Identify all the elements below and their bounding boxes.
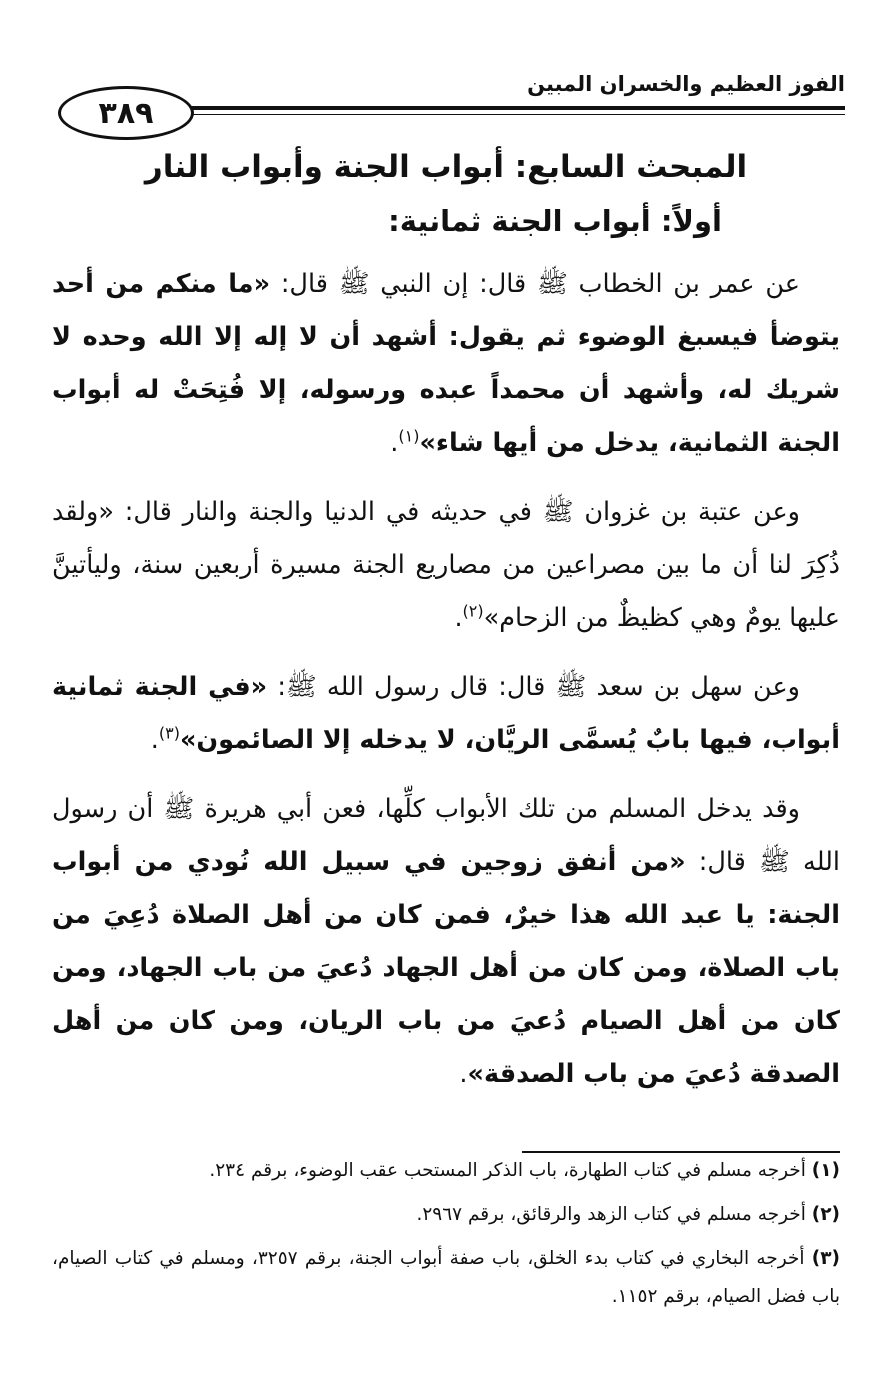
footnote-ref[interactable]: (٢) (462, 601, 484, 621)
paragraph-4 (52, 783, 840, 1101)
paragraph-tail: . (454, 603, 463, 633)
footnote-text: أخرجه البخاري في كتاب بدء الخلق، باب صفة أبواب الجنة، برقم ٣٢٥٧، ومسلم في كتاب الصيام، باب فضل الصيام، برقم ١١٥٢. (52, 1248, 840, 1307)
paragraph-tail: . (390, 428, 399, 458)
hadith-quote: «ولقد ذُكِرَ لنا أن ما بين مصراعين من مصاريع الجنة مسيرة أربعين سنة، وليأتينَّ عليها يومٌ وهي كظيظٌ من الزحام» (52, 497, 840, 633)
hadith-quote: «ما منكم من أحد يتوضأ فيسبغ الوضوء ثم يقول: أشهد أن لا إله إلا الله وحده لا شريك له، وأشهد أن محمداً عبده ورسوله، إلا فُتِحَتْ له أبواب الجنة الثمانية، يدخل من أيها شاء» (52, 269, 840, 458)
main-text (52, 140, 840, 1117)
paragraph-3 (52, 661, 840, 767)
footnote-number: (١) (811, 1160, 840, 1181)
running-header (40, 72, 845, 142)
paragraph-1 (52, 258, 840, 470)
footnote-1 (52, 1152, 840, 1190)
hadith-quote: «من أنفق زوجين في سبيل الله نُودي من أبواب الجنة: يا عبد الله هذا خيرٌ، فمن كان من أهل الصلاة دُعِيَ من باب الصلاة، ومن كان من أهل الجهاد دُعيَ من باب الجهاد، ومن كان من أهل الصيام دُعيَ من باب الريان، ومن كان من أهل الصدقة دُعيَ من باب الصدقة» (52, 847, 840, 1089)
paragraph-tail: . (459, 1059, 468, 1089)
footnote-ref[interactable]: (١) (398, 426, 420, 446)
header-rule-thick (180, 106, 845, 110)
footnote-number: (٣) (811, 1248, 840, 1269)
paragraph-lead: وقد يدخل المسلم من تلك الأبواب كلِّها، فعن أبي هريرة ﷺ أن رسول الله ﷺ قال: (52, 794, 840, 877)
page-number: ٣٨٩ (58, 86, 194, 140)
paragraph-lead: وعن سهل بن سعد ﷺ قال: قال رسول الله ﷺ: (267, 672, 800, 702)
footnote-ref[interactable]: (٣) (158, 723, 180, 743)
footnotes (52, 1152, 840, 1322)
section-title: المبحث السابع: أبواب الجنة وأبواب النار (144, 149, 748, 185)
header-rule-thin (180, 114, 845, 115)
paragraph-lead: وعن عتبة بن غزوان ﷺ في حديثه في الدنيا والجنة والنار قال: (113, 497, 800, 527)
paragraph-lead: عن عمر بن الخطاب ﷺ قال: إن النبي ﷺ قال: (270, 269, 801, 299)
running-title: الفوز العظيم والخسران المبين (527, 72, 845, 96)
footnote-text: أخرجه مسلم في كتاب الطهارة، باب الذكر المستحب عقب الوضوء، برقم ٢٣٤. (209, 1160, 806, 1181)
hadith-quote: «في الجنة ثمانية أبواب، فيها بابٌ يُسمَّى الريَّان، لا يدخله إلا الصائمون» (52, 672, 840, 755)
paragraph-2 (52, 486, 840, 645)
subsection-title: أولاً: أبواب الجنة ثمانية: (388, 204, 722, 238)
paragraph-tail: . (150, 725, 159, 755)
footnote-text: أخرجه مسلم في كتاب الزهد والرقائق، برقم ٢٩٦٧. (416, 1204, 806, 1225)
footnote-number: (٢) (811, 1204, 840, 1225)
footnote-3 (52, 1240, 840, 1316)
footnote-2 (52, 1196, 840, 1234)
